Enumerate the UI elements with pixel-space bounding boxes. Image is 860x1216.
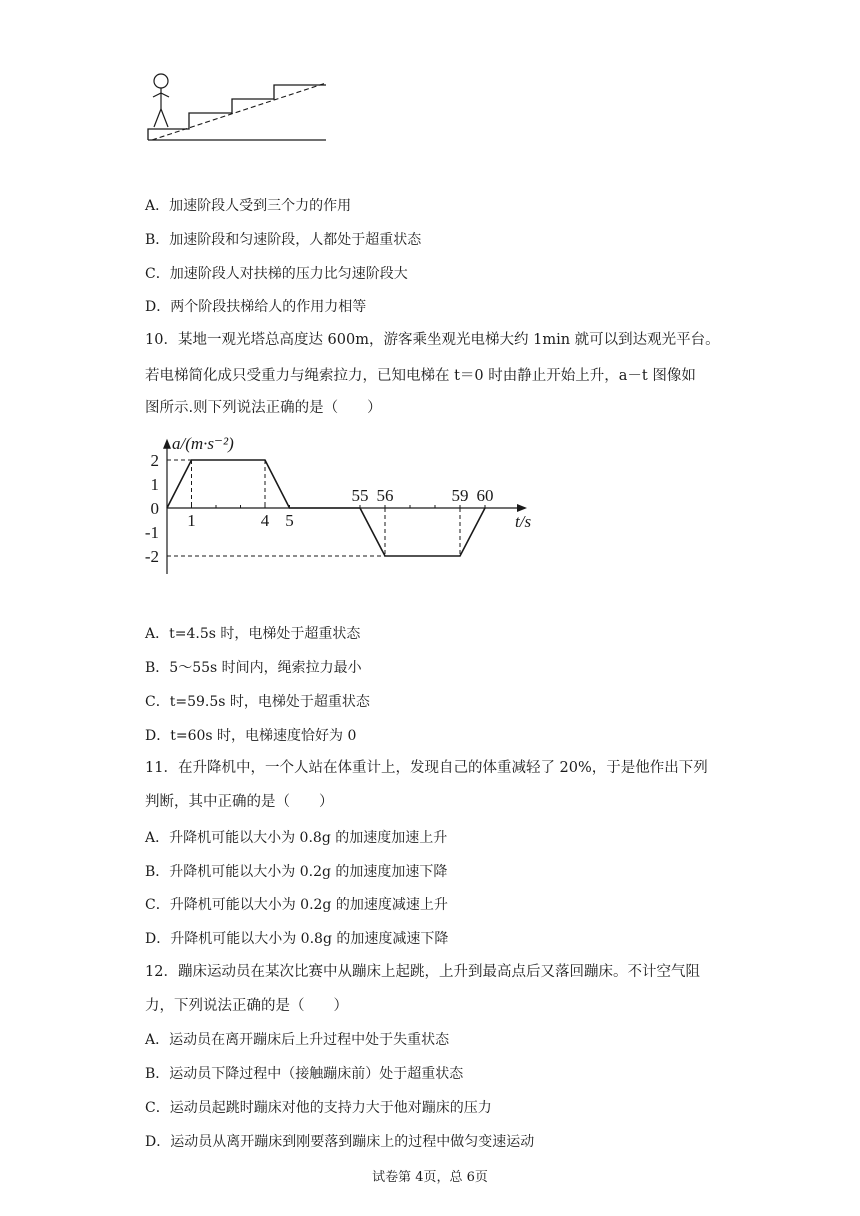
q12-option-b: B．运动员下降过程中（接触蹦床前）处于超重状态 xyxy=(145,1066,464,1082)
q9-option-b: B．加速阶段和匀速阶段，人都处于超重状态 xyxy=(145,232,422,248)
q12-option-a: A．运动员在离开蹦床后上升过程中处于失重状态 xyxy=(145,1032,450,1048)
q9-option-d: D．两个阶段扶梯给人的作用力相等 xyxy=(145,299,367,315)
x-tick-label: 55 xyxy=(351,486,369,505)
q10-option-d: D．t=60s 时，电梯速度恰好为 0 xyxy=(145,728,357,744)
x-tick-label: 60 xyxy=(476,486,494,505)
q11-option-c: C．升降机可能以大小为 0.2g 的加速度减速上升 xyxy=(145,897,448,913)
q11-stem-line-2: 判断，其中正确的是（ ） xyxy=(145,794,334,810)
q11-stem-line-1: 11．在升降机中，一个人站在体重计上，发现自己的体重减轻了 20%，于是他作出下列 xyxy=(145,760,708,776)
q10-option-c: C．t=59.5s 时，电梯处于超重状态 xyxy=(145,694,370,710)
page-footer: 试卷第 4页，总 6页 xyxy=(372,1170,488,1185)
x-tick-label: 59 xyxy=(451,486,469,505)
x-axis-label: t/s xyxy=(515,512,532,531)
q12-option-d: D．运动员从离开蹦床到刚要落到蹦床上的过程中做匀变速运动 xyxy=(145,1134,535,1150)
q10-stem-line-1: 10．某地一观光塔总高度达 600m，游客乘坐观光电梯大约 1min 就可以到达观光平台。 xyxy=(145,332,720,348)
q9-option-a: A．加速阶段人受到三个力的作用 xyxy=(145,198,352,214)
q10-stem-line-2: 若电梯简化成只受重力与绳索拉力，已知电梯在 t＝0 时由静止开始上升，a－t 图像如 xyxy=(145,368,696,384)
y-axis-label: a/(m·s⁻²) xyxy=(172,433,234,453)
q12-option-c: C．运动员起跳时蹦床对他的支持力大于他对蹦床的压力 xyxy=(145,1100,492,1116)
q10-stem-line-3: 图所示.则下列说法正确的是（ ） xyxy=(145,400,382,416)
escalator-figure xyxy=(140,70,340,150)
y-tick-label: -2 xyxy=(144,547,159,566)
y-tick-label: 1 xyxy=(150,475,159,494)
x-axis-arrow xyxy=(517,504,527,512)
q11-option-d: D．升降机可能以大小为 0.8g 的加速度减速下降 xyxy=(145,931,449,947)
x-tick-label: 56 xyxy=(376,486,394,505)
q11-option-b: B．升降机可能以大小为 0.2g 的加速度加速下降 xyxy=(145,864,448,880)
q11-option-a: A．升降机可能以大小为 0.8g 的加速度加速上升 xyxy=(145,830,448,846)
q12-stem-line-2: 力，下列说法正确的是（ ） xyxy=(145,998,348,1014)
q12-stem-line-1: 12．蹦床运动员在某次比赛中从蹦床上起跳，上升到最高点后又落回蹦床。不计空气阻 xyxy=(145,964,700,980)
person-icon xyxy=(153,74,169,127)
x-tick-label: 1 xyxy=(187,511,196,530)
x-tick-label: 4 xyxy=(260,511,270,530)
q10-option-b: B．5～55s 时间内，绳索拉力最小 xyxy=(145,660,362,676)
q10-option-a: A．t=4.5s 时，电梯处于超重状态 xyxy=(145,626,361,642)
y-axis-arrow xyxy=(163,439,171,449)
a-t-chart xyxy=(140,424,540,584)
y-tick-label: 2 xyxy=(150,451,159,470)
y-tick-label: 0 xyxy=(150,499,159,518)
y-tick-label: -1 xyxy=(144,523,159,542)
q9-option-c: C．加速阶段人对扶梯的压力比匀速阶段大 xyxy=(145,266,408,282)
x-tick-label: 5 xyxy=(285,511,294,530)
